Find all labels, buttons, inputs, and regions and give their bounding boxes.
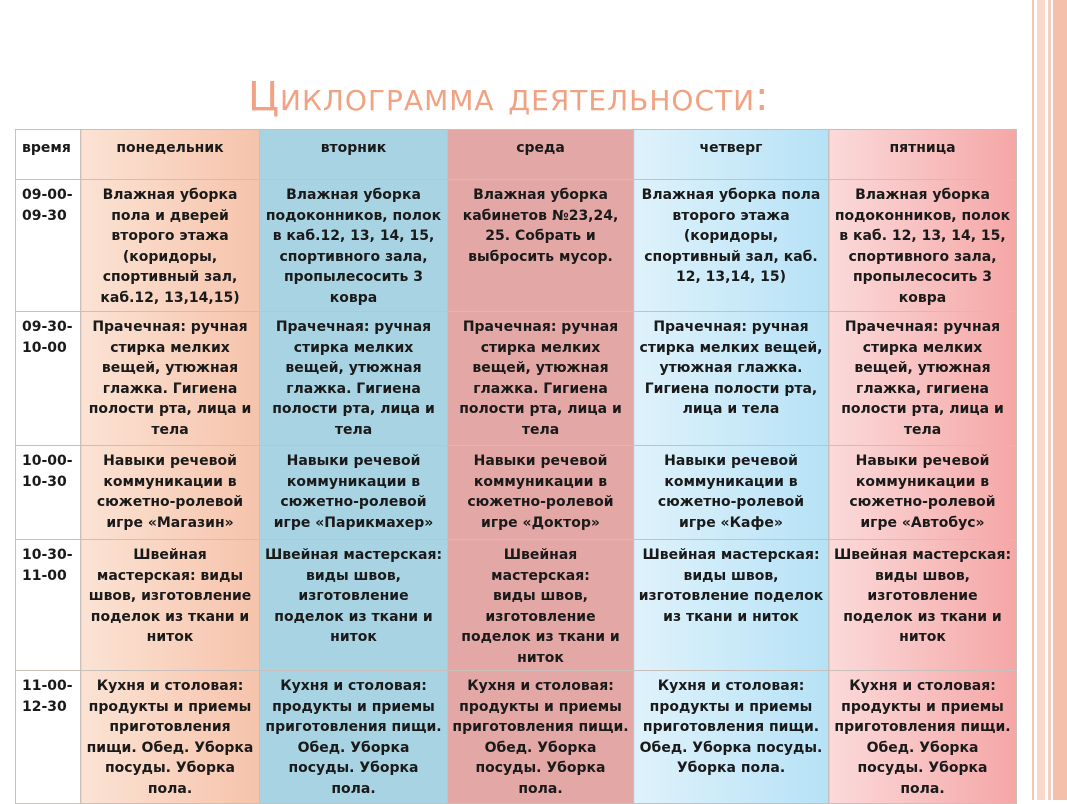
header-tuesday: вторник: [260, 130, 448, 180]
table-row: [16, 540, 1017, 671]
header-thursday: четверг: [634, 130, 829, 180]
activity-cell-wednesday: Швейная мастерская: виды швов, изготовление поделок из ткани и ниток: [448, 540, 634, 671]
schedule-table: [15, 129, 1017, 804]
decorative-side-stripes: [1023, 0, 1067, 800]
time-slot-cell: 11-00- 12-30: [16, 671, 81, 804]
activity-cell-thursday: Прачечная: ручная стирка мелких вещей, утюжная глажка. Гигиена полости рта, лица и тела: [634, 312, 829, 446]
page-title: Циклограмма деятельности:: [248, 74, 770, 120]
activity-cell-thursday: Навыки речевой коммуникации в сюжетно-ролевой игре «Кафе»: [634, 446, 829, 540]
time-slot-cell: 10-00- 10-30: [16, 446, 81, 540]
activity-cell-tuesday: Кухня и столовая: продукты и приемы приготовления пищи. Обед. Уборка посуды. Уборка пола.: [260, 671, 448, 804]
stripe: [1037, 0, 1045, 800]
time-slot-cell: 09-30- 10-00: [16, 312, 81, 446]
header-wednesday: среда: [448, 130, 634, 180]
activity-cell-friday: Навыки речевой коммуникации в сюжетно-ролевой игре «Автобус»: [829, 446, 1017, 540]
table-row: [16, 671, 1017, 804]
activity-cell-tuesday: Прачечная: ручная стирка мелких вещей, утюжная глажка. Гигиена полости рта, лица и тела: [260, 312, 448, 446]
header-time: время: [16, 130, 81, 180]
stripe: [1032, 0, 1034, 800]
activity-cell-monday: Влажная уборка пола и дверей второго этажа (коридоры, спортивный зал, каб.12, 13,14,15): [81, 180, 260, 312]
activity-cell-wednesday: Прачечная: ручная стирка мелких вещей, утюжная глажка. Гигиена полости рта, лица и тела: [448, 312, 634, 446]
activity-cell-thursday: Влажная уборка пола второго этажа (коридоры, спортивный зал, каб. 12, 13,14, 15): [634, 180, 829, 312]
table-row: [16, 446, 1017, 540]
activity-cell-monday: Навыки речевой коммуникации в сюжетно-ролевой игре «Магазин»: [81, 446, 260, 540]
activity-cell-tuesday: Влажная уборка подоконников, полок в каб.12, 13, 14, 15, спортивного зала, пропылесосить 3 ковра: [260, 180, 448, 312]
activity-cell-tuesday: Швейная мастерская: виды швов, изготовление поделок из ткани и ниток: [260, 540, 448, 671]
header-friday: пятница: [829, 130, 1017, 180]
activity-cell-thursday: Швейная мастерская: виды швов, изготовление поделок из ткани и ниток: [634, 540, 829, 671]
activity-cell-wednesday: Кухня и столовая: продукты и приемы приготовления пищи. Обед. Уборка посуды. Уборка пола.: [448, 671, 634, 804]
activity-cell-thursday: Кухня и столовая: продукты и приемы приготовления пищи. Обед. Уборка посуды. Уборка пола.: [634, 671, 829, 804]
table-header-row: [16, 130, 1017, 180]
activity-cell-friday: Кухня и столовая: продукты и приемы приготовления пищи. Обед. Уборка посуды. Уборка пола.: [829, 671, 1017, 804]
activity-cell-friday: Швейная мастерская: виды швов, изготовление поделок из ткани и ниток: [829, 540, 1017, 671]
stripe: [1053, 0, 1067, 800]
stripe: [1048, 0, 1051, 800]
activity-cell-wednesday: Навыки речевой коммуникации в сюжетно-ролевой игре «Доктор»: [448, 446, 634, 540]
activity-cell-friday: Прачечная: ручная стирка мелких вещей, утюжная глажка, гигиена полости рта, лица и тела: [829, 312, 1017, 446]
activity-cell-monday: Прачечная: ручная стирка мелких вещей, утюжная глажка. Гигиена полости рта, лица и тела: [81, 312, 260, 446]
table-row: [16, 312, 1017, 446]
activity-cell-monday: Кухня и столовая: продукты и приемы приготовления пищи. Обед. Уборка посуды. Уборка пола.: [81, 671, 260, 804]
table-row: [16, 180, 1017, 312]
time-slot-cell: 09-00- 09-30: [16, 180, 81, 312]
activity-cell-monday: Швейная мастерская: виды швов, изготовление поделок из ткани и ниток: [81, 540, 260, 671]
activity-cell-wednesday: Влажная уборка кабинетов №23,24, 25. Собрать и выбросить мусор.: [448, 180, 634, 312]
activity-cell-tuesday: Навыки речевой коммуникации в сюжетно-ролевой игре «Парикмахер»: [260, 446, 448, 540]
activity-cell-friday: Влажная уборка подоконников, полок в каб. 12, 13, 14, 15, спортивного зала, пропылесосить 3 ковра: [829, 180, 1017, 312]
time-slot-cell: 10-30- 11-00: [16, 540, 81, 671]
header-monday: понедельник: [81, 130, 260, 180]
